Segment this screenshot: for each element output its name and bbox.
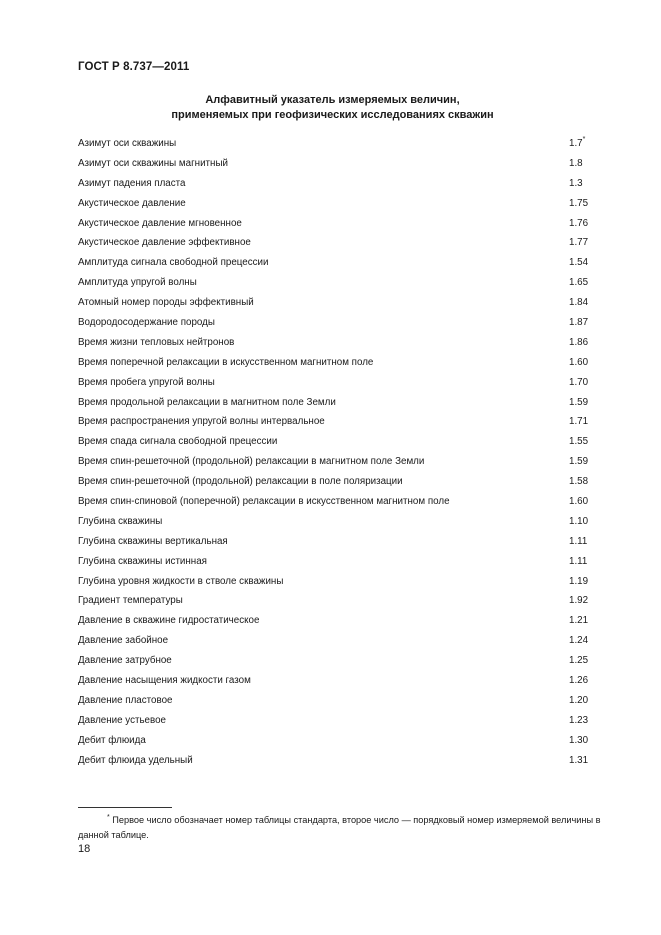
index-reference-number: 1.75: [569, 197, 589, 209]
index-entry: [78, 552, 587, 572]
index-entry: [78, 253, 587, 273]
page-number: 18: [78, 843, 91, 855]
index-reference-number: 1.3: [569, 177, 583, 189]
index-entry: [78, 731, 587, 751]
index-entry: [78, 631, 587, 651]
index-reference-number: 1.92: [569, 595, 589, 607]
index-entry: [78, 452, 587, 472]
index-term: Давление забойное: [78, 635, 169, 647]
index-reference: [569, 154, 587, 174]
index-term: Время спин-спиновой (поперечной) релаксации в искусственном магнитном поле: [78, 496, 450, 508]
index-reference-number: 1.60: [569, 356, 589, 368]
index-term: Азимут падения пласта: [78, 177, 186, 189]
index-term: Глубина скважины: [78, 515, 163, 527]
index-reference: [569, 492, 587, 512]
index-reference: [569, 373, 587, 393]
index-entry: [78, 373, 587, 393]
index-reference: [569, 333, 587, 353]
index-reference: [569, 353, 587, 373]
index-reference: [569, 313, 587, 333]
index-entry: [78, 591, 587, 611]
index-term: Дебит флюида: [78, 734, 146, 746]
index-reference-number: 1.54: [569, 257, 589, 269]
index-reference: [569, 572, 587, 592]
index-reference-number: 1.23: [569, 714, 589, 726]
index-term: Время жизни тепловых нейтронов: [78, 336, 235, 348]
alphabetical-index: [78, 134, 587, 771]
index-entry: [78, 691, 587, 711]
index-reference: [569, 233, 587, 253]
index-term: Давление устьевое: [78, 714, 166, 726]
index-entry: [78, 532, 587, 552]
index-reference: [569, 731, 587, 751]
index-entry: [78, 611, 587, 631]
index-entry: [78, 313, 587, 333]
index-entry: [78, 233, 587, 253]
footnote-mark: *: [107, 813, 110, 821]
index-entry: [78, 492, 587, 512]
index-term: Водородосодержание породы: [78, 317, 215, 329]
index-entry: [78, 572, 587, 592]
index-entry: [78, 194, 587, 214]
index-entry: [78, 134, 587, 154]
index-reference-number: 1.84: [569, 297, 589, 309]
index-term: Время пробега упругой волны: [78, 376, 215, 388]
index-reference-number: 1.70: [569, 376, 589, 388]
index-entry: [78, 512, 587, 532]
index-entry: [78, 412, 587, 432]
index-reference-number: 1.19: [569, 575, 589, 587]
index-term: Дебит флюида удельный: [78, 754, 193, 766]
index-reference: [569, 472, 587, 492]
index-reference: [569, 591, 587, 611]
index-term: Время распространения упругой волны интервальное: [78, 416, 325, 428]
index-reference-number: 1.31: [569, 754, 589, 766]
index-title-line-2: применяемых при геофизических исследованиях скважин: [171, 109, 494, 121]
document-header: ГОСТ Р 8.737—2011: [78, 61, 190, 73]
index-reference-number: 1.26: [569, 675, 589, 687]
index-reference-number: 1.60: [569, 496, 589, 508]
index-reference: [569, 532, 587, 552]
footnote-reference-mark: *: [582, 136, 586, 143]
footnote: [78, 813, 618, 843]
index-entry: [78, 214, 587, 234]
index-term: Азимут оси скважины: [78, 138, 177, 149]
index-reference-number: 1.87: [569, 317, 589, 329]
index-title-line-1: Алфавитный указатель измеряемых величин,: [205, 94, 460, 106]
index-term: Амплитуда сигнала свободной прецессии: [78, 257, 269, 269]
footnote-text: Первое число обозначает номер таблицы стандарта, второе число — порядковый номер измеряемой величины в данной таблице.: [78, 815, 601, 840]
index-entry: [78, 293, 587, 313]
index-term: Глубина уровня жидкости в стволе скважины: [78, 575, 284, 587]
index-reference: [569, 412, 587, 432]
index-term: Время продольной релаксации в магнитном поле Земли: [78, 396, 336, 408]
index-term: Время спин-решеточной (продольной) релаксации в поле поляризации: [78, 476, 403, 488]
index-entry: [78, 651, 587, 671]
index-reference-number: 1.59: [569, 396, 589, 408]
index-title: [78, 93, 587, 123]
index-reference: [569, 273, 587, 293]
index-reference-number: 1.77: [569, 237, 589, 249]
index-entry: [78, 174, 587, 194]
index-term: Амплитуда упругой волны: [78, 277, 197, 289]
index-term: Давление в скважине гидростатическое: [78, 615, 260, 627]
index-term: Акустическое давление: [78, 197, 186, 209]
index-reference-number: 1.25: [569, 655, 589, 667]
index-term: Время спин-решеточной (продольной) релаксации в магнитном поле Земли: [78, 456, 425, 468]
index-term: Градиент температуры: [78, 595, 183, 607]
index-reference-number: 1.20: [569, 694, 589, 706]
index-reference-number: 1.59: [569, 456, 589, 468]
footnote-divider: [78, 807, 172, 808]
index-reference-number: 1.86: [569, 336, 589, 348]
index-reference-number: 1.24: [569, 635, 589, 647]
index-reference: [569, 651, 587, 671]
index-reference-number: 1.8: [569, 157, 583, 169]
index-reference: [569, 452, 587, 472]
index-entry: [78, 333, 587, 353]
index-reference-number: 1.55: [569, 436, 589, 448]
index-entry: [78, 273, 587, 293]
index-term: Давление насыщения жидкости газом: [78, 675, 251, 687]
index-entry: [78, 472, 587, 492]
index-entry: [78, 432, 587, 452]
index-reference: [569, 214, 587, 234]
index-term: Давление пластовое: [78, 694, 173, 706]
index-reference: [569, 194, 587, 214]
index-reference: [569, 671, 587, 691]
index-reference-number: 1.7: [569, 138, 583, 149]
index-reference-number: 1.11: [569, 535, 588, 547]
index-term: Атомный номер породы эффективный: [78, 297, 254, 309]
index-entry: [78, 154, 587, 174]
index-reference-number: 1.30: [569, 734, 589, 746]
index-term: Давление затрубное: [78, 655, 172, 667]
index-reference: [569, 512, 587, 532]
index-term: Время спада сигнала свободной прецессии: [78, 436, 278, 448]
index-reference: [569, 393, 587, 413]
index-reference-number: 1.21: [569, 615, 589, 627]
index-reference: [569, 711, 587, 731]
index-reference: [569, 631, 587, 651]
index-term: Акустическое давление мгновенное: [78, 217, 242, 229]
index-reference: [569, 174, 587, 194]
index-entry: [78, 751, 587, 771]
index-reference-number: 1.76: [569, 217, 589, 229]
index-reference: [569, 611, 587, 631]
index-reference: [569, 751, 587, 771]
index-reference: [569, 552, 587, 572]
index-entry: [78, 353, 587, 373]
index-reference-number: 1.65: [569, 277, 589, 289]
index-reference: [569, 134, 587, 154]
index-reference: [569, 253, 587, 273]
index-reference-number: 1.11: [569, 555, 588, 567]
index-reference: [569, 432, 587, 452]
index-reference: [569, 293, 587, 313]
index-term: Время поперечной релаксации в искусственном магнитном поле: [78, 356, 374, 368]
index-reference-number: 1.10: [569, 515, 589, 527]
index-reference: [569, 691, 587, 711]
index-term: Глубина скважины вертикальная: [78, 535, 228, 547]
index-term: Акустическое давление эффективное: [78, 237, 251, 249]
index-reference-number: 1.58: [569, 476, 589, 488]
index-entry: [78, 711, 587, 731]
index-term: Глубина скважины истинная: [78, 555, 207, 567]
index-entry: [78, 671, 587, 691]
index-entry: [78, 393, 587, 413]
index-term: Азимут оси скважины магнитный: [78, 157, 228, 169]
index-reference-number: 1.71: [569, 416, 589, 428]
